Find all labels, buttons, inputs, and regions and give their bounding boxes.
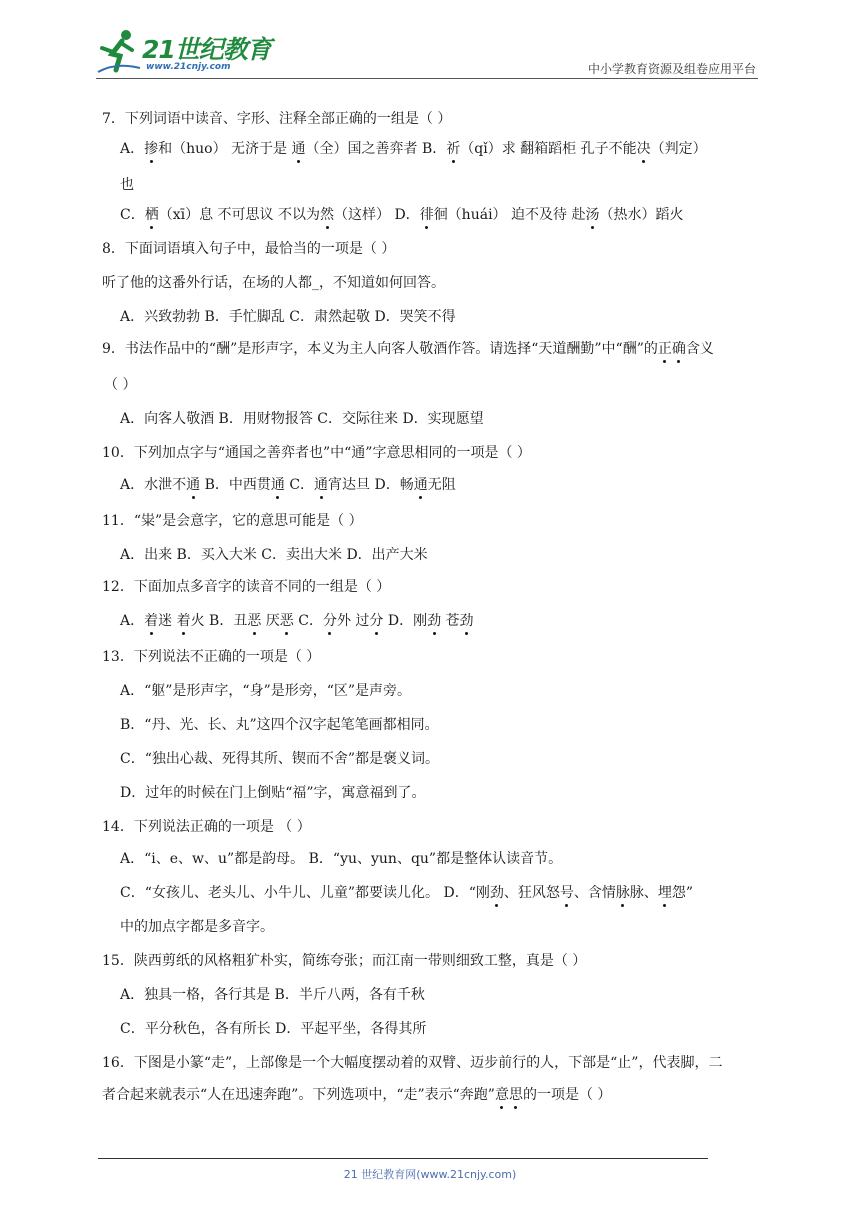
- text-segment: C．: [293, 613, 323, 629]
- emphasized-char: 脉: [615, 885, 630, 901]
- text-segment: A．兴致勃勃 B．手忙脚乱 C．肃然起敬 D．哭笑不得: [120, 309, 456, 325]
- text-segment: 和（huo） 无济于是: [158, 141, 292, 157]
- text-segment: C．: [284, 477, 315, 493]
- text-segment: 15．陕西剪纸的风格粗犷朴实，简练夸张；而江南一带则细致工整，真是（ ）: [102, 953, 587, 969]
- emphasized-char: 通: [186, 477, 201, 493]
- text-line: [102, 444, 531, 462]
- text-line: [120, 716, 439, 734]
- text-segment: （ ）: [104, 377, 137, 393]
- text-segment: 的一项是（ ）: [522, 1087, 612, 1103]
- footer-divider: [98, 1158, 708, 1159]
- emphasized-char: 栖: [144, 207, 159, 223]
- text-line: [120, 784, 426, 802]
- text-segment: 、狂风怒: [503, 885, 560, 901]
- text-segment: C．平分秋色，各有所长 D．平起平坐，各得其所: [120, 1021, 427, 1037]
- text-segment: 含义: [685, 341, 714, 357]
- text-segment: A．独具一格，各行其是 B．半斤八两，各有千秋: [120, 987, 425, 1003]
- text-segment: （这样） D．: [334, 207, 420, 223]
- text-segment: C．“独出心裁、死得其所、锲而不舍”都是褒义词。: [120, 751, 440, 767]
- site-logo[interactable]: [96, 28, 271, 76]
- text-line: [120, 206, 683, 224]
- logo-url: www.21cnjy.com: [146, 62, 231, 72]
- emphasized-char: 恶: [247, 613, 262, 629]
- text-segment: 10．下列加点字与“通国之善弈者也”中“通”字意思相同的一项是（ ）: [102, 445, 531, 461]
- text-segment: B．“丹、光、长、丸”这四个汉字起笔笔画都相同。: [120, 717, 439, 733]
- emphasized-char: 埋: [657, 885, 672, 901]
- text-segment: 、含情: [573, 885, 616, 901]
- text-segment: （判定）: [650, 141, 707, 157]
- text-segment: （热水）蹈火: [599, 207, 684, 223]
- text-segment: 苍: [441, 613, 460, 629]
- emphasized-char: 意: [494, 1087, 509, 1103]
- text-segment: 怨”: [671, 885, 694, 901]
- page-header: [0, 0, 860, 84]
- text-line: [120, 308, 456, 326]
- text-line: [102, 578, 390, 596]
- emphasized-char: 分: [322, 613, 337, 629]
- text-segment: 外 过: [336, 613, 370, 629]
- text-line: [102, 240, 395, 258]
- emphasized-char: 通: [314, 477, 329, 493]
- text-segment: 火 B．丑: [190, 613, 248, 629]
- text-line: [104, 376, 136, 394]
- text-line: [120, 476, 456, 494]
- emphasized-char: 劲: [459, 613, 474, 629]
- emphasized-char: 着: [144, 613, 159, 629]
- emphasized-char: 汤: [585, 207, 600, 223]
- text-segment: 迷: [158, 613, 177, 629]
- emphasized-char: 劲: [427, 613, 442, 629]
- text-line: [120, 1020, 426, 1038]
- emphasized-char: 掺: [144, 141, 159, 157]
- text-segment: 者合起来就表示“人在迅速奔跑”。下列选项中，“走”表示“奔跑”: [102, 1087, 495, 1103]
- text-line: [102, 274, 445, 292]
- runner-icon: [96, 28, 144, 76]
- text-line: [120, 612, 474, 630]
- emphasized-char: 确: [671, 341, 686, 357]
- logo-text: 21世纪教育: [142, 35, 271, 64]
- text-segment: 13．下列说法不正确的一项是（ ）: [102, 649, 321, 665]
- emphasized-char: 祈: [446, 141, 461, 157]
- text-segment: 厌: [261, 613, 280, 629]
- text-segment: A．出来 B．买入大米 C．卖出大米 D．出产大米: [120, 547, 428, 563]
- text-line: [120, 750, 439, 768]
- emphasized-char: 恶: [279, 613, 294, 629]
- footer-text[interactable]: 21 世纪教育网(www.21cnjy.com): [343, 1168, 517, 1181]
- emphasized-char: 分: [369, 613, 384, 629]
- text-segment: A．: [120, 141, 145, 157]
- emphasized-char: 然: [320, 207, 334, 223]
- text-segment: （全）国之善弈者 B．: [305, 141, 447, 157]
- emphasized-char: 思: [508, 1087, 523, 1103]
- text-line: [120, 986, 425, 1004]
- text-line: [120, 140, 707, 158]
- text-line: [102, 1086, 611, 1104]
- emphasized-char: 号: [559, 885, 574, 901]
- text-line: [102, 110, 451, 128]
- text-segment: （qǐ）求 翻箱蹈柜 孔子不能: [460, 141, 637, 157]
- text-segment: 也: [120, 177, 134, 193]
- text-segment: D．刚: [383, 613, 428, 629]
- emphasized-char: 通: [270, 477, 285, 493]
- emphasized-char: 劲: [489, 885, 504, 901]
- text-segment: 16．下图是小篆“走”，上部像是一个大幅度摆动着的双臂、迈步前行的人，下部是“止”，代表脚，二: [102, 1055, 723, 1071]
- text-segment: B．中西贯: [200, 477, 271, 493]
- emphasized-char: 着: [176, 613, 191, 629]
- text-segment: 11．“粜”是会意字，它的意思可能是（ ）: [102, 513, 363, 529]
- text-line: [102, 952, 586, 970]
- text-segment: C．“女孩儿、老头儿、小牛儿、儿童”都要读儿化。 D．“刚: [120, 885, 490, 901]
- text-line: [102, 340, 714, 358]
- text-segment: 14．下列说法正确的一项是 （ ）: [102, 819, 311, 835]
- text-segment: A．“躯”是形声字，“身”是形旁，“区”是声旁。: [120, 683, 412, 699]
- emphasized-char: 通: [413, 477, 428, 493]
- text-segment: （xī）息 不可思议 不以为: [158, 207, 320, 223]
- text-line: [120, 682, 411, 700]
- text-line: [120, 410, 484, 428]
- text-line: [120, 884, 693, 902]
- emphasized-char: 正: [657, 341, 672, 357]
- emphasized-char: 徘: [419, 207, 434, 223]
- text-line: [120, 850, 562, 868]
- text-line: [102, 818, 311, 836]
- text-segment: 徊（huái） 迫不及待 赴: [433, 207, 586, 223]
- text-segment: C．: [120, 207, 145, 223]
- header-divider: [96, 78, 758, 79]
- text-line: [120, 176, 134, 194]
- text-segment: 宵达旦 D．畅: [328, 477, 414, 493]
- text-segment: 听了他的这番外行话，在场的人都_，不知道如何回答。: [102, 275, 445, 291]
- emphasized-char: 通: [291, 141, 306, 157]
- text-line: [102, 648, 320, 666]
- emphasized-char: 决: [636, 141, 651, 157]
- text-segment: 无阻: [427, 477, 456, 493]
- text-line: [120, 546, 428, 564]
- platform-name: 中小学教育资源及组卷应用平台: [587, 62, 756, 76]
- text-segment: 中的加点字都是多音字。: [120, 919, 274, 935]
- text-segment: A．“i、e、w、u”都是韵母。 B．“yu、yun、qu”都是整体认读音节。: [120, 851, 563, 867]
- text-segment: 8．下面词语填入句子中，最恰当的一项是（ ）: [102, 241, 396, 257]
- text-line: [102, 512, 363, 530]
- text-line: [120, 918, 274, 936]
- text-segment: 脉、: [629, 885, 658, 901]
- text-segment: A．水泄不: [120, 477, 187, 493]
- text-segment: A．向客人敬酒 B．用财物报答 C．交际往来 D．实现愿望: [120, 411, 484, 427]
- text-line: [102, 1054, 722, 1072]
- text-segment: 12．下面加点多音字的读音不同的一组是（ ）: [102, 579, 391, 595]
- text-segment: 9．书法作品中的“酬”是形声字，本义为主人向客人敬酒作答。请选择“天道酬勤”中“酬”的: [102, 341, 658, 357]
- text-segment: 7．下列词语中读音、字形、注释全部正确的一组是（ ）: [102, 111, 452, 127]
- text-segment: A．: [120, 613, 145, 629]
- text-segment: D．过年的时候在门上倒贴“福”字，寓意福到了。: [120, 785, 426, 801]
